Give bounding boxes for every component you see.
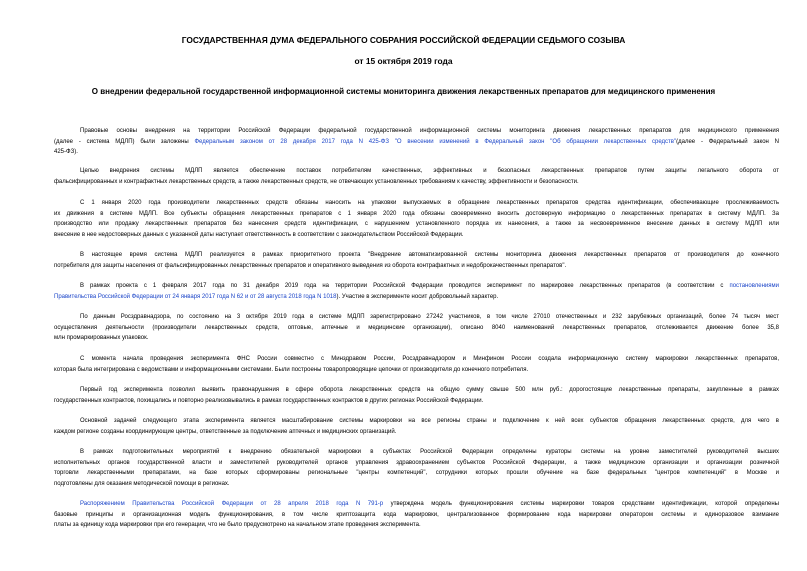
paragraph-fns-system (54, 354, 779, 375)
paragraph-line: внесение в нее недостоверных данных с указанной даты наступает ответственность в соответствии с законодательством Российской Федерации. (54, 231, 464, 238)
government-order-link[interactable]: Распоряжением Правительства Российской Федерации от 28 апреля 2018 года N 791-р (80, 501, 384, 507)
resolutions-link[interactable]: Правительства Российской Федерации от 24 января 2017 года N 62 и от 28 августа 2018 года N 1018 (54, 293, 337, 300)
paragraph-line: потребителя для защиты населения от фальсифицированных лекарственных препаратов и оперативного выведения из оборота контрафактных и недоброкачественных препаратов". (54, 262, 567, 269)
paragraph-line: Целью внедрения системы МДЛП является обеспечение поставок потребителям качественных, эффективных и безопасных лекарственных препаратов путем защиты легального оборота от (80, 168, 779, 174)
paragraph-line: осуществления деятельности (производители лекарственных средств, оптовые, аптечные и медицинские организации), описано 8040 наименований лекарственных препаратов, отслеживается движение более 35,8 (54, 324, 779, 331)
document-issuer: ГОСУДАРСТВЕННАЯ ДУМА ФЕДЕРАЛЬНОГО СОБРАНИЯ РОССИЙСКОЙ ФЕДЕРАЦИИ СЕДЬМОГО СОЗЫВА (181, 35, 626, 45)
paragraph-line: их движения в системе МДЛП. Все субъекты обращения лекарственных препаратов с 1 января 2020 года обязаны своевременно вносить достоверную информацию о лекарственных препаратах в систему МДЛП. За (54, 210, 779, 217)
paragraph-line: По данным Росздравнадзора, по состоянию на 3 октября 2019 года в системе МДЛП зарегистрировано 27242 участников, в том числе 27010 отечественных и 232 зарубежных организаций, более 74 тысяч мест (80, 314, 779, 320)
paragraph-government-order (54, 499, 779, 531)
paragraph-line (54, 281, 779, 292)
paragraph-first-year (54, 385, 779, 406)
paragraph-line: В рамках подготовительных мероприятий к внедрению обязательной маркировки в субъектах Российской Федерации определены кураторы системы на уровне заместителей руководителей высших (80, 449, 779, 455)
paragraph-statistics (54, 312, 779, 344)
paragraph-line: С момента начала проведения эксперимента ФНС России совместно с Минздравом России, Росздравнадзором и Минфином России создала информационную систему маркировки лекарственных препаратов, (80, 356, 779, 362)
paragraph-line: подготовлены для оказания методической помощи в регионах. (54, 480, 230, 487)
paragraph-preparation (54, 447, 779, 489)
federal-law-link[interactable]: Федеральным законом от 28 декабря 2017 года N 425-ФЗ "О внесении изменений в Федеральный закон "Об обращении лекарственных средств" (194, 138, 677, 145)
paragraph-line: Основной задачей следующего этапа эксперимента является масштабирование системы маркировки на все регионы страны и подключение к ней всех субъектов обращения лекарственных средств, для чего в (80, 418, 779, 424)
text-span: утверждена модель функционирования системы маркировки товаров средствами идентификации, которой определены (383, 501, 779, 507)
paragraph-line: базовые принципы и организационная модель функционирования, в том числе криптозащита кода маркировки, централизованное формирование кода маркировки оператором системы и единоразовое взимание (54, 511, 779, 518)
text-span: ). Участие в эксперименте носит добровольный характер. (336, 293, 499, 300)
text-span: В рамках проекта с 1 февраля 2017 года по 31 декабря 2019 года на территории Российской Федерации проводится эксперимент по маркировке лекарственных препаратов (в соответствии с (80, 283, 730, 289)
paragraph-line: государственных контрактов, похищались и повторно реализовывались в рамках государственных контрактов в других регионах Российской Федерации. (54, 397, 484, 404)
paragraph-line: каждом регионе созданы координирующие центры, ответственные за подключение аптечных и медицинских организаций. (54, 428, 397, 435)
paragraph-line: млн промаркированных упаковок. (54, 335, 149, 342)
paragraph-line: Правовые основы внедрения на территории Российской Федерации федеральной государственной информационной системы мониторинга движения лекарственных препаратов для медицинского применения (80, 128, 779, 134)
paragraph-line: Первый год эксперимента позволил выявить правонарушения в сфере оборота лекарственных средств на общую сумму свыше 500 млн руб.: дорогостоящие лекарственные препараты, закупленные в рамках (80, 387, 779, 393)
paragraph-obligations (54, 198, 779, 240)
document-title: О внедрении федеральной государственной информационной системы мониторинга движения лекарственных препаратов для медицинского применения (91, 87, 716, 96)
paragraph-line: С 1 января 2020 года производители лекарственных средств обязаны наносить на упаковки выпускаемых в обращение лекарственных препаратов средства идентификации, обеспечивающие прослеживаемость (80, 200, 779, 206)
paragraph-line: 425-ФЗ). (54, 149, 78, 156)
resolutions-link[interactable]: постановлениями (729, 283, 779, 289)
text-span: (далее - Федеральный закон N (676, 138, 779, 145)
paragraph-line: фальсифицированных и контрафактных лекарственных средств, а также лекарственных средств, не отвечающих установленных требованиям к качеству, эффективности и безопасности. (54, 178, 579, 185)
paragraph-experiment (54, 281, 779, 302)
text-span: (далее - система МДЛП) были заложены (54, 138, 195, 145)
paragraph-line (54, 499, 779, 510)
paragraph-line: исполнительных органов государственной власти и заместителей руководителей органов управления здравоохранением субъектов Российской Федерации, а также медицинские организации и организации розничной (54, 459, 779, 466)
paragraph-line: платы за единицу кода маркировки при его генерации, что не было предусмотрено на начальном этапе проведения эксперимента. (54, 522, 421, 529)
paragraph-line (54, 137, 779, 148)
paragraph-priority-project (54, 250, 779, 271)
paragraph-line: производство или продажу лекарственных препаратов без нанесения средств идентификации, с нарушением установленного порядка их нанесения, а также за несвоевременное внесение данных в систему МДЛП или (54, 221, 779, 228)
paragraph-purpose (54, 166, 779, 187)
paragraph-line: торговли лекарственными препаратами, на базе которых сформированы региональные "центры компетенций", сотрудники которых прошли обучение на базе федеральных "центров компетенций" в Москве и (54, 470, 779, 477)
paragraph-next-stage (54, 416, 779, 437)
paragraph-line: которая была интегрирована с ведомствами и информационными системами. Были построены товаропроводящие цепочки от производителя до конечного потребителя. (54, 366, 529, 373)
document-date: от 15 октября 2019 года (354, 56, 453, 66)
paragraph-line (54, 292, 779, 303)
paragraph-legal-basis (54, 126, 779, 158)
paragraph-line: В настоящее время система МДЛП реализуется в рамках приоритетного проекта "Внедрение автоматизированной системы мониторинга движения лекарственных препаратов от производителя до конечного (80, 252, 779, 258)
